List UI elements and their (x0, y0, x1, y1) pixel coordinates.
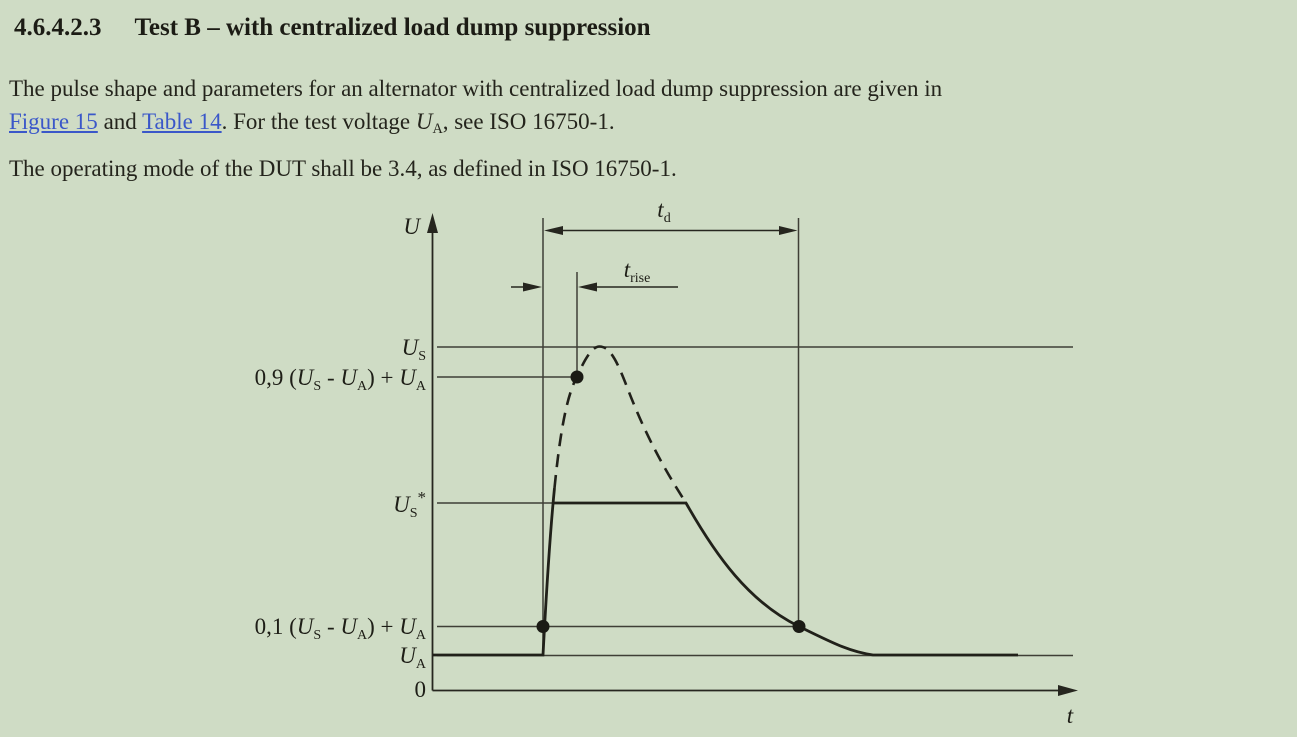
table-14-link[interactable]: Table 14 (142, 109, 222, 134)
y-axis-arrow-icon (427, 213, 438, 233)
text-run: . For the test voltage (221, 109, 416, 134)
td-right-arrow-icon (779, 226, 798, 235)
clause-number: 4.6.4.2.3 (14, 14, 102, 41)
x-axis-label: t (1066, 703, 1074, 728)
text-run: , see ISO 16750-1. (442, 109, 615, 134)
x-axis-arrow-icon (1058, 685, 1078, 696)
trise-left-arrow-icon (523, 283, 542, 292)
us-label: $U_S$ (401, 335, 426, 364)
waveform-decay-solid-path (686, 503, 1018, 655)
waveform-rise-solid-path (433, 488, 555, 655)
point-01-rise-dot (537, 620, 550, 633)
trise-right-arrow-icon (578, 283, 597, 292)
trise-dimension (511, 283, 678, 292)
trise-dimension-label: $t_{rise}$ (623, 257, 651, 286)
usstar-label: $U_S^*$ (393, 488, 426, 521)
td-dimension (544, 226, 798, 235)
figure-15-link[interactable]: Figure 15 (9, 109, 98, 134)
waveform-peak-dashed-path (555, 347, 687, 504)
ua-label: $U_A$ (399, 643, 426, 672)
paragraph-line: The pulse shape and parameters for an alternator with centralized load dump suppression are given in (9, 76, 943, 101)
origin-label: 0 (414, 677, 426, 702)
paragraph-operating-mode: The operating mode of the DUT shall be 3.4, as defined in ISO 16750-1. (9, 156, 677, 181)
td-left-arrow-icon (544, 226, 563, 235)
symbol-u-subscript: A (432, 120, 443, 137)
level-01-label: 0,1 $(U_S - U_A) + U_A$ (254, 614, 426, 643)
point-01-decay-dot (793, 620, 806, 633)
level-09-label: 0,9 $(U_S - U_A) + U_A$ (254, 365, 426, 394)
point-09-rise-dot (571, 371, 584, 384)
waveform (433, 347, 1018, 656)
y-axis-label: U (403, 214, 420, 239)
symbol-u: U (415, 109, 433, 134)
clause-title: Test B – with centralized load dump suppression (134, 14, 651, 41)
reference-lines (437, 218, 1073, 656)
text-run: and (97, 109, 143, 134)
td-dimension-label: $t_d$ (657, 197, 671, 226)
axes (433, 228, 1065, 691)
